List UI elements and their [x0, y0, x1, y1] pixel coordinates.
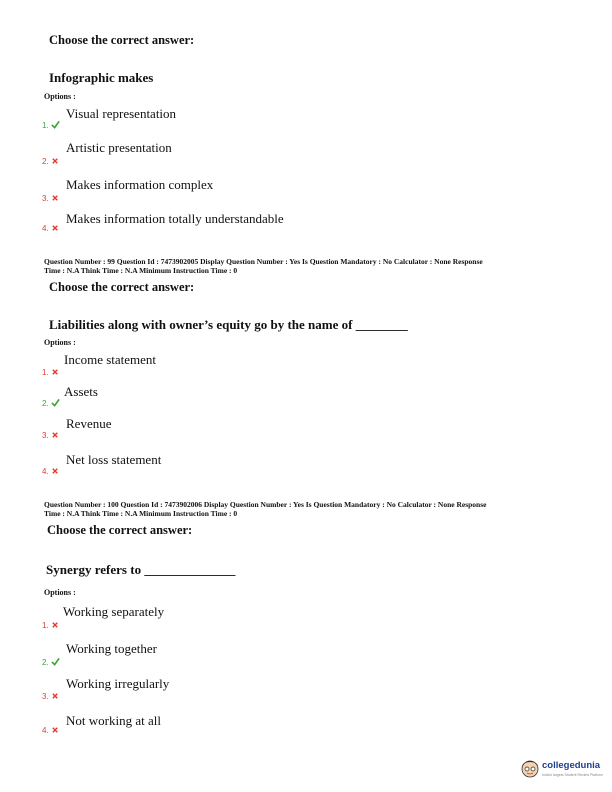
question-1-heading: Choose the correct answer:: [49, 33, 195, 47]
option-number: 3.: [42, 194, 49, 203]
option-number: 1.: [42, 621, 49, 630]
question-2-option-1-text: Income statement: [64, 352, 157, 367]
question-2-heading: Choose the correct answer:: [49, 280, 195, 294]
cross-icon: [51, 725, 60, 734]
question-1-option-3-text: Makes information complex: [66, 177, 214, 192]
option-number: 1.: [42, 368, 49, 377]
question-1-option-4-marker: [42, 218, 60, 236]
question-1-option-3-marker: [42, 188, 60, 206]
option-number: 4.: [42, 726, 49, 735]
question-3-option-3-marker: [42, 686, 60, 704]
option-number: 2.: [42, 658, 49, 667]
question-3-meta-line-2: Time : N.A Think Time : N.A Minimum Instruction Time : 0: [44, 509, 238, 518]
question-3-heading: Choose the correct answer:: [47, 523, 193, 537]
check-icon: [51, 657, 60, 666]
question-3-option-2-text: Working together: [66, 641, 158, 656]
cross-icon: [51, 691, 60, 700]
question-2-option-2-text: Assets: [64, 384, 98, 399]
question-3-option-3-text: Working irregularly: [66, 676, 170, 691]
question-3-option-2-marker: [42, 652, 60, 670]
question-3-option-4-marker: [42, 720, 60, 738]
question-2-options-label: Options :: [44, 338, 76, 347]
question-1-text: Infographic makes: [49, 70, 154, 85]
cross-icon: [51, 367, 60, 376]
question-1-option-4-text: Makes information totally understandable: [66, 211, 284, 226]
check-icon: [51, 120, 60, 129]
mascot-icon: [520, 757, 540, 779]
question-2-meta-line-1: Question Number : 99 Question Id : 7473902005 Display Question Number : Yes Is Question Mandatory : No Calculator : None Response: [44, 257, 483, 266]
question-1-option-2-text: Artistic presentation: [66, 140, 172, 155]
question-2-option-2-marker: [42, 393, 60, 411]
collegedunia-logo: [520, 757, 612, 785]
cross-icon: [51, 223, 60, 232]
question-2-option-3-marker: [42, 425, 60, 443]
question-1-option-1-text: Visual representation: [66, 106, 177, 121]
option-number: 4.: [42, 467, 49, 476]
option-number: 3.: [42, 431, 49, 440]
brand-tagline: India's largest Student Review Platform: [542, 773, 603, 777]
brand-name: collegedunia: [542, 760, 601, 771]
cross-icon: [51, 193, 60, 202]
option-number: 1.: [42, 121, 49, 130]
cross-icon: [51, 620, 60, 629]
option-number: 2.: [42, 399, 49, 408]
question-3-option-1-text: Working separately: [63, 604, 165, 619]
question-2-option-4-marker: [42, 461, 60, 479]
question-2-meta-line-2: Time : N.A Think Time : N.A Minimum Instruction Time : 0: [44, 266, 238, 275]
question-2-text: Liabilities along with owner’s equity go by the name of ________: [49, 317, 408, 332]
question-3-options-label: Options :: [44, 588, 76, 597]
question-1-option-1-marker: [42, 115, 60, 133]
question-1-option-2-marker: [42, 151, 60, 169]
question-3-meta-line-1: Question Number : 100 Question Id : 7473902006 Display Question Number : Yes Is Question Mandatory : No Calculator : None Response: [44, 500, 487, 509]
option-number: 3.: [42, 692, 49, 701]
cross-icon: [51, 466, 60, 475]
question-1-options-label: Options :: [44, 92, 76, 101]
cross-icon: [51, 430, 60, 439]
question-2-option-4-text: Net loss statement: [66, 452, 162, 467]
question-2-option-3-text: Revenue: [66, 416, 112, 431]
option-number: 4.: [42, 224, 49, 233]
question-3-option-1-marker: [42, 615, 60, 633]
option-number: 2.: [42, 157, 49, 166]
question-2-option-1-marker: [42, 362, 60, 380]
question-3-option-4-text: Not working at all: [66, 713, 161, 728]
question-3-text: Synergy refers to ______________: [46, 562, 236, 577]
check-icon: [51, 398, 60, 407]
cross-icon: [51, 156, 60, 165]
